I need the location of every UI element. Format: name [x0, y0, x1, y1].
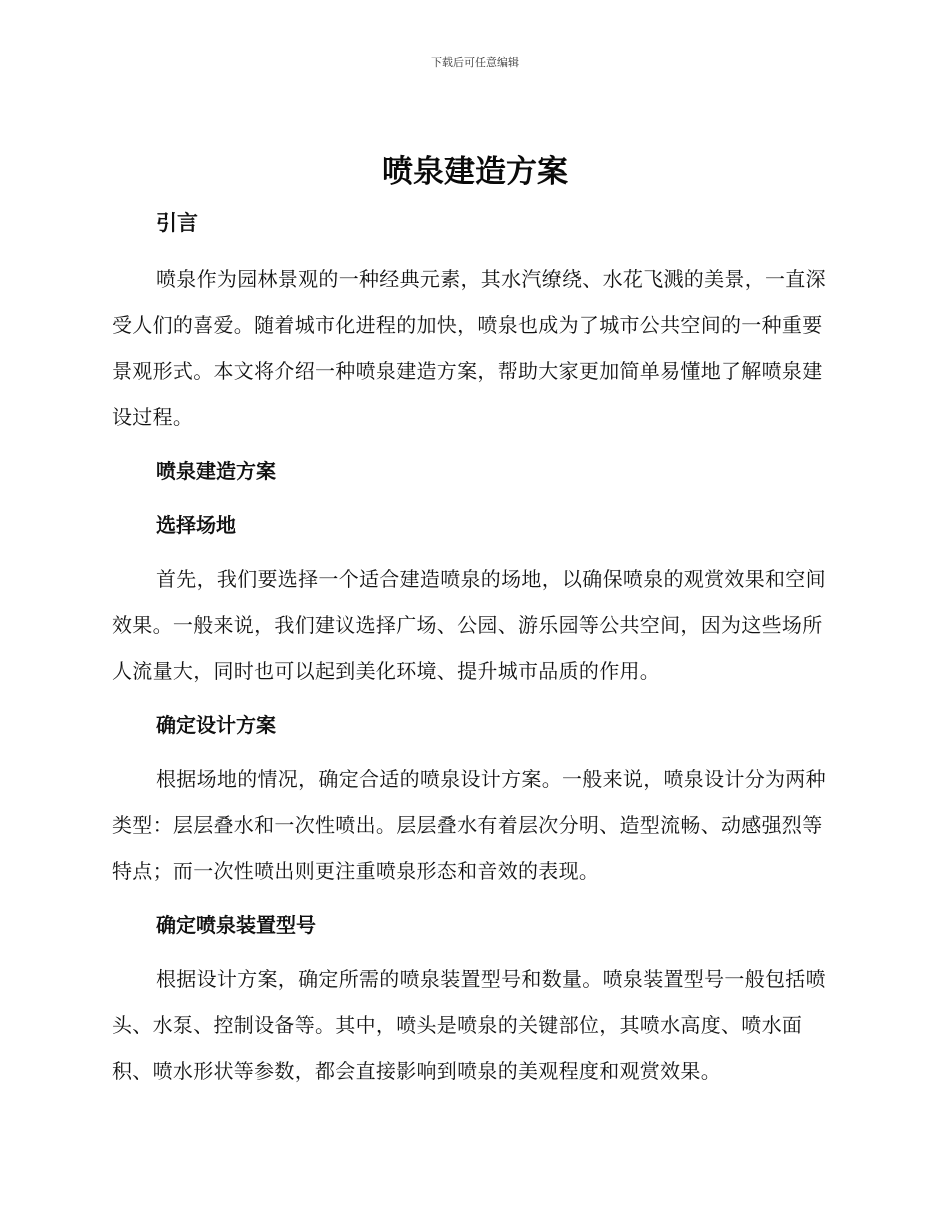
document-body — [112, 200, 832, 1094]
paragraph-design-plan: 根据场地的情况，确定合适的喷泉设计方案。一般来说，喷泉设计分为两种类型：层层叠水和一次性喷出。层层叠水有着层次分明、造型流畅、动感强烈等特点；而一次性喷出则更注重喷泉形态和音效的表现。 — [112, 767, 826, 883]
paragraph-introduction: 喷泉作为园林景观的一种经典元素，其水汽缭绕、水花飞溅的美景，一直深受人们的喜爱。随着城市化进程的加快，喷泉也成为了城市公共空间的一种重要景观形式。本文将介绍一种喷泉建造方案，帮助大家更加简单易懂地了解喷泉建设过程。 — [112, 267, 826, 429]
heading-select-site: 选择场地 — [156, 513, 236, 537]
heading-construction-plan: 喷泉建造方案 — [156, 459, 276, 483]
heading-device-model: 确定喷泉装置型号 — [156, 913, 316, 937]
heading-introduction: 引言 — [156, 211, 198, 235]
paragraph-device-model: 根据设计方案，确定所需的喷泉装置型号和数量。喷泉装置型号一般包括喷头、水泵、控制设备等。其中，喷头是喷泉的关键部位，其喷水高度、喷水面积、喷水形状等参数，都会直接影响到喷泉的美观程度和观赏效果。 — [112, 967, 826, 1083]
heading-design-plan: 确定设计方案 — [156, 713, 276, 737]
document-title: 喷泉建造方案 — [382, 154, 568, 190]
paragraph-select-site: 首先，我们要选择一个适合建造喷泉的场地，以确保喷泉的观赏效果和空间效果。一般来说，我们建议选择广场、公园、游乐园等公共空间，因为这些场所人流量大，同时也可以起到美化环境、提升城市品质的作用。 — [112, 567, 826, 683]
page-header-note: 下载后可任意编辑 — [431, 56, 519, 69]
